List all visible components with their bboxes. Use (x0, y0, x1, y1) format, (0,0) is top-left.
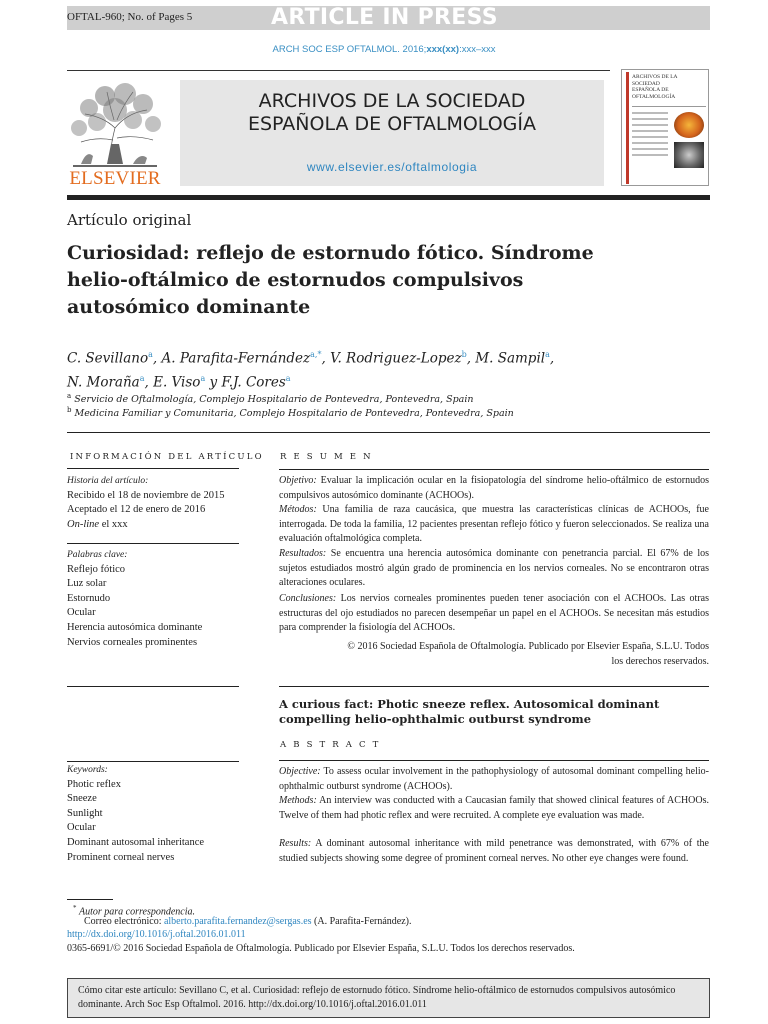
doi-line (67, 929, 246, 940)
doi-link[interactable]: http://dx.doi.org/10.1016/j.oftal.2016.01.011 (67, 929, 246, 940)
resumen-metodos: Métodos: Una familia de raza caucásica, que muestra las características clínicas de ACHOOs, fue interrogada. De toda la familia, 12 pacientes presentan reflejo fótico y fueron seleccionados. Se realiza una evaluación oftalmológica completa. (279, 504, 709, 545)
online-date: On-line el xxx (67, 518, 128, 530)
author: N. Moraña (67, 374, 140, 390)
author-list: C. Sevillano$^a$, A. Parafita-Fernández$^{a,*}$, V. Rodriguez-Lopez$^b$, M. Sampil$^a$, N. Moraña$^a$, E. Viso$^a$ y F.J. Cores$^a$ (67, 350, 555, 390)
publisher-name: ELSEVIER (69, 168, 161, 189)
english-title: A curious fact: Photic sneeze reflex. Autosomical dominant compelling helio-ophthalmic outburst syndrome (279, 697, 660, 726)
email-line: Correo electrónico: alberto.parafita.fernandez@sergas.es (A. Parafita-Fernández). (84, 916, 412, 927)
author: M. Sampil (475, 350, 546, 367)
abstract-results: Results: A dominant autosomal inheritance with mild penetrance was demonstrated, with 67% of the studied subjects showing some degree of prominent corneal nerves. No other eye changes were found. (279, 838, 709, 864)
info-rule (67, 543, 239, 544)
keyword: Photic reflex (67, 778, 121, 790)
section-rule (67, 432, 710, 433)
keyword: Luz solar (67, 578, 107, 590)
resumen-heading: R E S U M E N (280, 452, 373, 462)
info-rule (67, 468, 239, 469)
keyword: Ocular (67, 822, 96, 834)
info-rule (67, 686, 239, 687)
cover-title: ARCHIVOS DE LA SOCIEDAD ESPAÑOLA DE OFTALMOLOGÍA (632, 74, 678, 100)
keyword: Ocular (67, 607, 96, 619)
resumen-copyright: © 2016 Sociedad Española de Oftalmología. Publicado por Elsevier España, S.L.U. Todos los derechos reservados. (347, 641, 709, 667)
author: C. Sevillano (67, 350, 149, 367)
keywords-en: Keywords: Photic reflex Sneeze Sunlight Ocular Dominant autosomal inheritance Prominent corneal nerves (67, 763, 239, 865)
abstract-rule (279, 760, 709, 761)
info-rule (67, 761, 239, 762)
journal-title: ARCHIVOS DE LA SOCIEDAD ESPAÑOLA DE OFTALMOLOGÍA (247, 90, 536, 135)
keyword: Dominant autosomal inheritance (67, 836, 205, 848)
author: F.J. Cores (221, 374, 286, 390)
resumen-resultados: Resultados: Se encuentra una herencia autosómica dominante con penetrancia parcial. El 67% de los sujetos estudiados mostró algún grado de prominencia en los nervios corneales. No se encontraron otras alteraciones oculares. (279, 548, 709, 589)
journal-citation-line: ARCH SOC ESP OFTALMOL. 2016;xxx(xx):xxx–xxx (272, 44, 496, 55)
keyword: Sunlight (67, 807, 103, 819)
email-link[interactable]: alberto.parafita.fernandez@sergas.es (163, 916, 312, 927)
corresponding-author-note: * Autor para correspondencia. (73, 904, 196, 918)
keyword: Estornudo (67, 592, 111, 604)
author: E. Viso (153, 374, 201, 390)
header-thick-rule (67, 195, 710, 200)
author: A. Parafita-Fernández (161, 350, 311, 367)
header-rule (67, 70, 610, 71)
issn-line: 0365-6691/© 2016 Sociedad Española de Oftalmología. Publicado por Elsevier España, S.L.U. Todos los derechos reservados. (67, 943, 575, 954)
resumen-conclusiones: Conclusiones: Los nervios corneales prominentes pueden tener asociación con el ACHOOs. Las otras estructuras del ojo estudiados no parecen desempeñar un papel en el ACHOOs. Se necesitan más estudios para comprender la fisiología del ACHOOs. (279, 593, 709, 634)
affiliation: $^a$ Servicio de Oftalmología, Complejo Hospitalario de Pontevedra, Pontevedra, Spain (67, 392, 474, 406)
journal-cover-thumbnail (621, 69, 709, 186)
resumen-objetivo: Objetivo: Evaluar la implicación ocular en la fisiopatología del síndrome helio-oftálmico de estornudos compulsivos autosómico dominante (ACHOOs). (279, 475, 709, 501)
keyword: Reflejo fótico (67, 563, 126, 575)
received-date: Recibido el 18 de noviembre de 2015 (67, 489, 225, 501)
abstract-methods: Methods: An interview was conducted with a Caucasian family that showed clinical features of ACHOOs. Twelve of them had photic reflex and were recruited. A complete eye evaluation was made. (279, 795, 709, 821)
resumen-rule (279, 469, 709, 470)
author: V. Rodriguez-Lopez (330, 350, 462, 367)
article-history: Historia del artículo: Recibido el 18 de noviembre de 2015 Aceptado el 12 de enero de 2016 On-line el xxx (67, 474, 239, 532)
elsevier-logo (67, 80, 163, 190)
keyword: Sneeze (67, 793, 97, 805)
journal-url-link[interactable]: www.elsevier.es/oftalmologia (306, 160, 478, 174)
abstract-objective: Objective: To assess ocular involvement in the pathophysiology of autosomal dominant compelling helio-ophthalmic outburst syndrome (ACHOOs). (279, 766, 709, 792)
keywords-es: Palabras clave: Reflejo fótico Luz solar Estornudo Ocular Herencia autosómica dominante Nervios corneales prominentes (67, 548, 239, 650)
how-to-cite-box: Cómo citar este artículo: Sevillano C, et al. Curiosidad: reflejo de estornudo fótico. Síndrome helio-oftálmico de estornudos compulsivos autosómico dominante. Arch Soc Esp Oftalmol. 2016. http://dx.doi.org/10.1016/j.oftal.2016.01.011 (67, 978, 710, 1018)
manuscript-id: OFTAL-960; No. of Pages 5 (67, 11, 193, 23)
keyword: Herencia autosómica dominante (67, 621, 203, 633)
article-type: Artículo original (67, 211, 192, 229)
keyword: Prominent corneal nerves (67, 851, 175, 863)
accepted-date: Aceptado el 12 de enero de 2016 (67, 504, 206, 516)
footnote-rule (67, 899, 113, 900)
article-title: Curiosidad: reflejo de estornudo fótico. Síndrome helio-oftálmico de estornudos compulsivos autosómico dominante (67, 242, 594, 318)
keyword: Nervios corneales prominentes (67, 636, 198, 648)
abstract-heading: A B S T R A C T (280, 740, 381, 750)
article-info-heading: INFORMACIÓN DEL ARTÍCULO (70, 452, 264, 462)
journal-banner (180, 80, 604, 186)
abstract-rule (279, 686, 709, 687)
affiliation: $^b$ Medicina Familiar y Comunitaria, Complejo Hospitalario de Pontevedra, Pontevedra, Spain (67, 406, 514, 420)
article-in-press-label: ARTICLE IN PRESS (271, 5, 498, 30)
